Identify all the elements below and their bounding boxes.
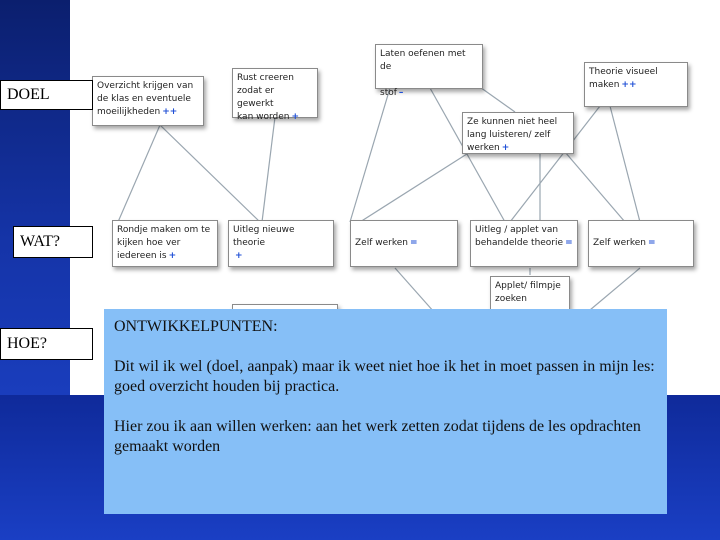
goal-box-rust <box>232 68 318 122</box>
box-mark: = <box>409 238 418 248</box>
box-mark: ++ <box>162 107 178 117</box>
panel-heading: ONTWIKKELPUNTEN: <box>114 318 278 335</box>
goal-box-theorie-visueel <box>584 62 688 107</box>
label-wat: WAT? <box>13 226 93 258</box>
what-box-rondje <box>112 220 218 267</box>
box-text: Rust creeren zodat er gewerkt kan worden <box>237 73 294 122</box>
box-text: Rondje maken om te kijken hoe ver iedereen is <box>117 225 211 261</box>
goal-box-laten-oefenen <box>375 44 483 98</box>
connector-line <box>118 125 160 222</box>
box-mark: + <box>168 251 177 261</box>
box-mark: = <box>647 238 656 248</box>
panel-paragraph-2: Hier zou ik aan willen werken: aan het werk zetten zodat tijdens de les opdrachten gemaakt worden <box>114 418 641 455</box>
box-mark: ++ <box>621 80 637 90</box>
box-text: Overzicht krijgen van de klas en eventuele moeilijkheden <box>97 81 194 117</box>
box-text: Applet/ filmpje zoeken <box>495 281 561 304</box>
box-text: Zelf werken <box>355 238 408 248</box>
box-mark: = <box>565 238 573 248</box>
label-doel: DOEL <box>0 80 93 110</box>
connector-line <box>160 125 260 222</box>
box-text: Theorie visueel maken <box>589 67 658 90</box>
box-text: Ze kunnen niet heel lang luisteren/ zelf werken <box>467 117 558 153</box>
label-hoe: HOE? <box>0 328 93 360</box>
box-mark: – <box>398 88 404 98</box>
what-box-uitleg-applet <box>470 220 578 267</box>
panel-paragraph-1: Dit wil ik wel (doel, aanpak) maar ik weet niet hoe ik het in moet passen in mijn les: goed overzicht houden bij practica. <box>114 358 655 395</box>
box-mark: + <box>291 112 300 122</box>
connector-line <box>430 88 505 222</box>
connector-line <box>360 152 470 222</box>
goal-box-overzicht <box>92 76 204 126</box>
box-text: Uitleg nieuwe theorie <box>233 225 295 248</box>
how-box-applet <box>490 276 570 310</box>
box-text: Uitleg / applet van behandelde theorie <box>475 225 564 248</box>
what-box-uitleg-nieuwe <box>228 220 334 267</box>
box-text: Laten oefenen met de stof <box>380 49 466 98</box>
connector-line <box>350 88 390 222</box>
development-points-panel <box>104 309 667 514</box>
connector-line <box>590 268 640 310</box>
what-box-zelf-werken-1 <box>350 220 458 267</box>
box-text: Zelf werken <box>593 238 646 248</box>
connector-line <box>610 106 640 222</box>
connector-line <box>565 152 625 222</box>
goal-box-luisteren <box>462 112 574 154</box>
connector-line <box>262 117 275 222</box>
box-mark: + <box>235 251 243 261</box>
what-box-zelf-werken-2 <box>588 220 694 267</box>
box-mark: + <box>501 143 510 153</box>
